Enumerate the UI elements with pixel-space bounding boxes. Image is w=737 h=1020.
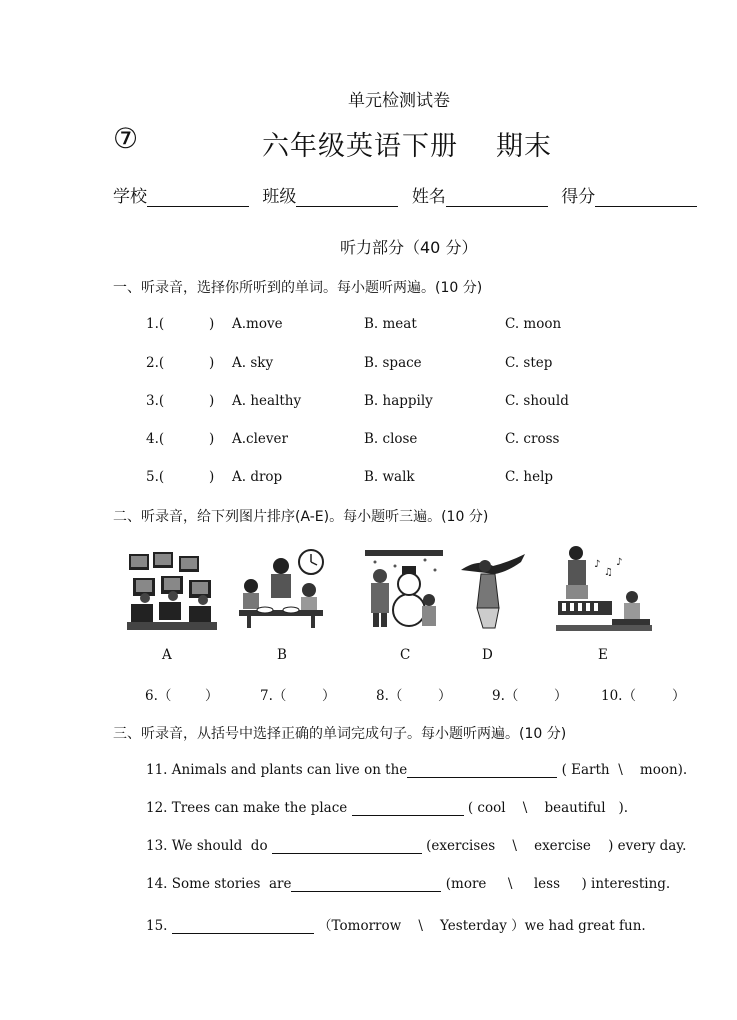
picture-d-dancer (455, 548, 527, 630)
q12-sentence (146, 800, 628, 816)
q12-text-after: ( cool \ beautiful ). (463, 800, 628, 816)
q4-option-b: B. close (364, 431, 418, 447)
q2-option-c: C. step (505, 355, 553, 371)
q3-close: ) (209, 393, 215, 409)
q11-text-before: 11. Animals and plants can live on the (146, 762, 408, 778)
exam-title: 六年级英语下册 (262, 131, 458, 162)
q14-sentence (146, 876, 670, 892)
q14-text-before: 14. Some stories are (146, 876, 292, 892)
picture-label-a: A (162, 647, 172, 663)
answer-10-close: ） (672, 688, 686, 704)
answer-7-open: 7.（ (260, 688, 287, 704)
answer-8-open: 8.（ (376, 688, 403, 704)
section1-heading: 一、听录音，选择你所听到的单词。每小题听两遍。(10 分) (113, 280, 483, 296)
listening-title: 听力部分（40 分） (340, 238, 478, 257)
q5-option-a: A. drop (232, 469, 283, 485)
svg-text:♫: ♫ (604, 567, 613, 578)
school-label: 学校 (113, 187, 147, 207)
svg-text:♪: ♪ (594, 559, 601, 570)
exam-subtitle: 单元检测试卷 (348, 91, 450, 111)
q5-close: ) (209, 469, 215, 485)
answer-10-open: 10.（ (601, 688, 636, 704)
class-label: 班级 (262, 187, 297, 207)
q4-close: ) (209, 431, 215, 447)
q3-number: 3.( (146, 393, 165, 409)
q1-option-a: A.move (232, 316, 283, 332)
q2-number: 2.( (146, 355, 165, 371)
answer-6-close: ） (205, 688, 219, 704)
exam-term: 期末 (496, 131, 552, 162)
q5-option-c: C. help (505, 469, 554, 485)
picture-a-computer-room (127, 548, 217, 630)
q1-close: ) (209, 316, 215, 332)
q2-option-a: A. sky (232, 355, 274, 371)
info-line (113, 182, 697, 207)
picture-label-c: C (400, 647, 411, 663)
answer-7-close: ） (322, 688, 336, 704)
q15-sentence (146, 914, 646, 934)
q13-text-after: (exercises \ exercise ) every day. (421, 838, 687, 854)
q12-blank[interactable] (352, 800, 464, 816)
q5-number: 5.( (146, 469, 165, 485)
picture-b-family-dinner (235, 548, 327, 630)
school-field[interactable] (147, 188, 249, 207)
section2-heading: 二、听录音，给下列图片排序(A-E)。每小题听三遍。(10 分) (113, 509, 489, 525)
q3-option-c: C. should (505, 393, 569, 409)
q13-sentence (146, 838, 686, 854)
name-label: 姓名 (411, 187, 446, 207)
score-field[interactable] (595, 188, 697, 207)
q2-option-b: B. space (364, 355, 422, 371)
name-field[interactable] (446, 188, 548, 207)
picture-label-d: D (482, 647, 493, 663)
q13-text-before: 13. We should do (146, 838, 272, 854)
q2-close: ) (209, 355, 215, 371)
exam-number: ⑦ (113, 122, 139, 155)
class-field[interactable] (296, 188, 398, 207)
picture-label-b: B (277, 647, 287, 663)
q1-option-b: B. meat (364, 316, 417, 332)
q11-blank[interactable] (407, 762, 557, 778)
q5-option-b: B. walk (364, 469, 415, 485)
score-label: 得分 (561, 187, 596, 207)
q3-option-b: B. happily (364, 393, 433, 409)
q11-text-after: ( Earth \ moon). (557, 762, 688, 778)
q15-blank[interactable] (172, 918, 314, 934)
q15-text-before: 15. (146, 918, 172, 934)
svg-text:♪: ♪ (616, 557, 623, 568)
q13-blank[interactable] (272, 838, 422, 854)
q12-text-before: 12. Trees can make the place (146, 800, 352, 816)
picture-e-music-class (556, 545, 652, 633)
q1-option-c: C. moon (505, 316, 562, 332)
picture-label-e: E (598, 647, 608, 663)
q4-option-c: C. cross (505, 431, 560, 447)
q1-number: 1.( (146, 316, 165, 332)
q14-blank[interactable] (291, 876, 441, 892)
q3-option-a: A. healthy (232, 393, 302, 409)
picture-c-snowman (365, 548, 445, 630)
q4-option-a: A.clever (232, 431, 288, 447)
q11-sentence (146, 762, 687, 778)
q14-text-after: (more \ less ) interesting. (441, 876, 671, 892)
answer-8-close: ） (438, 688, 452, 704)
answer-9-close: ） (554, 688, 568, 704)
section3-heading: 三、听录音，从括号中选择正确的单词完成句子。每小题听两遍。(10 分) (113, 726, 567, 742)
answer-6-open: 6.（ (145, 688, 172, 704)
q15-text-after: （Tomorrow \ Yesterday ）we had great fun. (313, 918, 646, 934)
answer-9-open: 9.（ (492, 688, 519, 704)
q4-number: 4.( (146, 431, 165, 447)
